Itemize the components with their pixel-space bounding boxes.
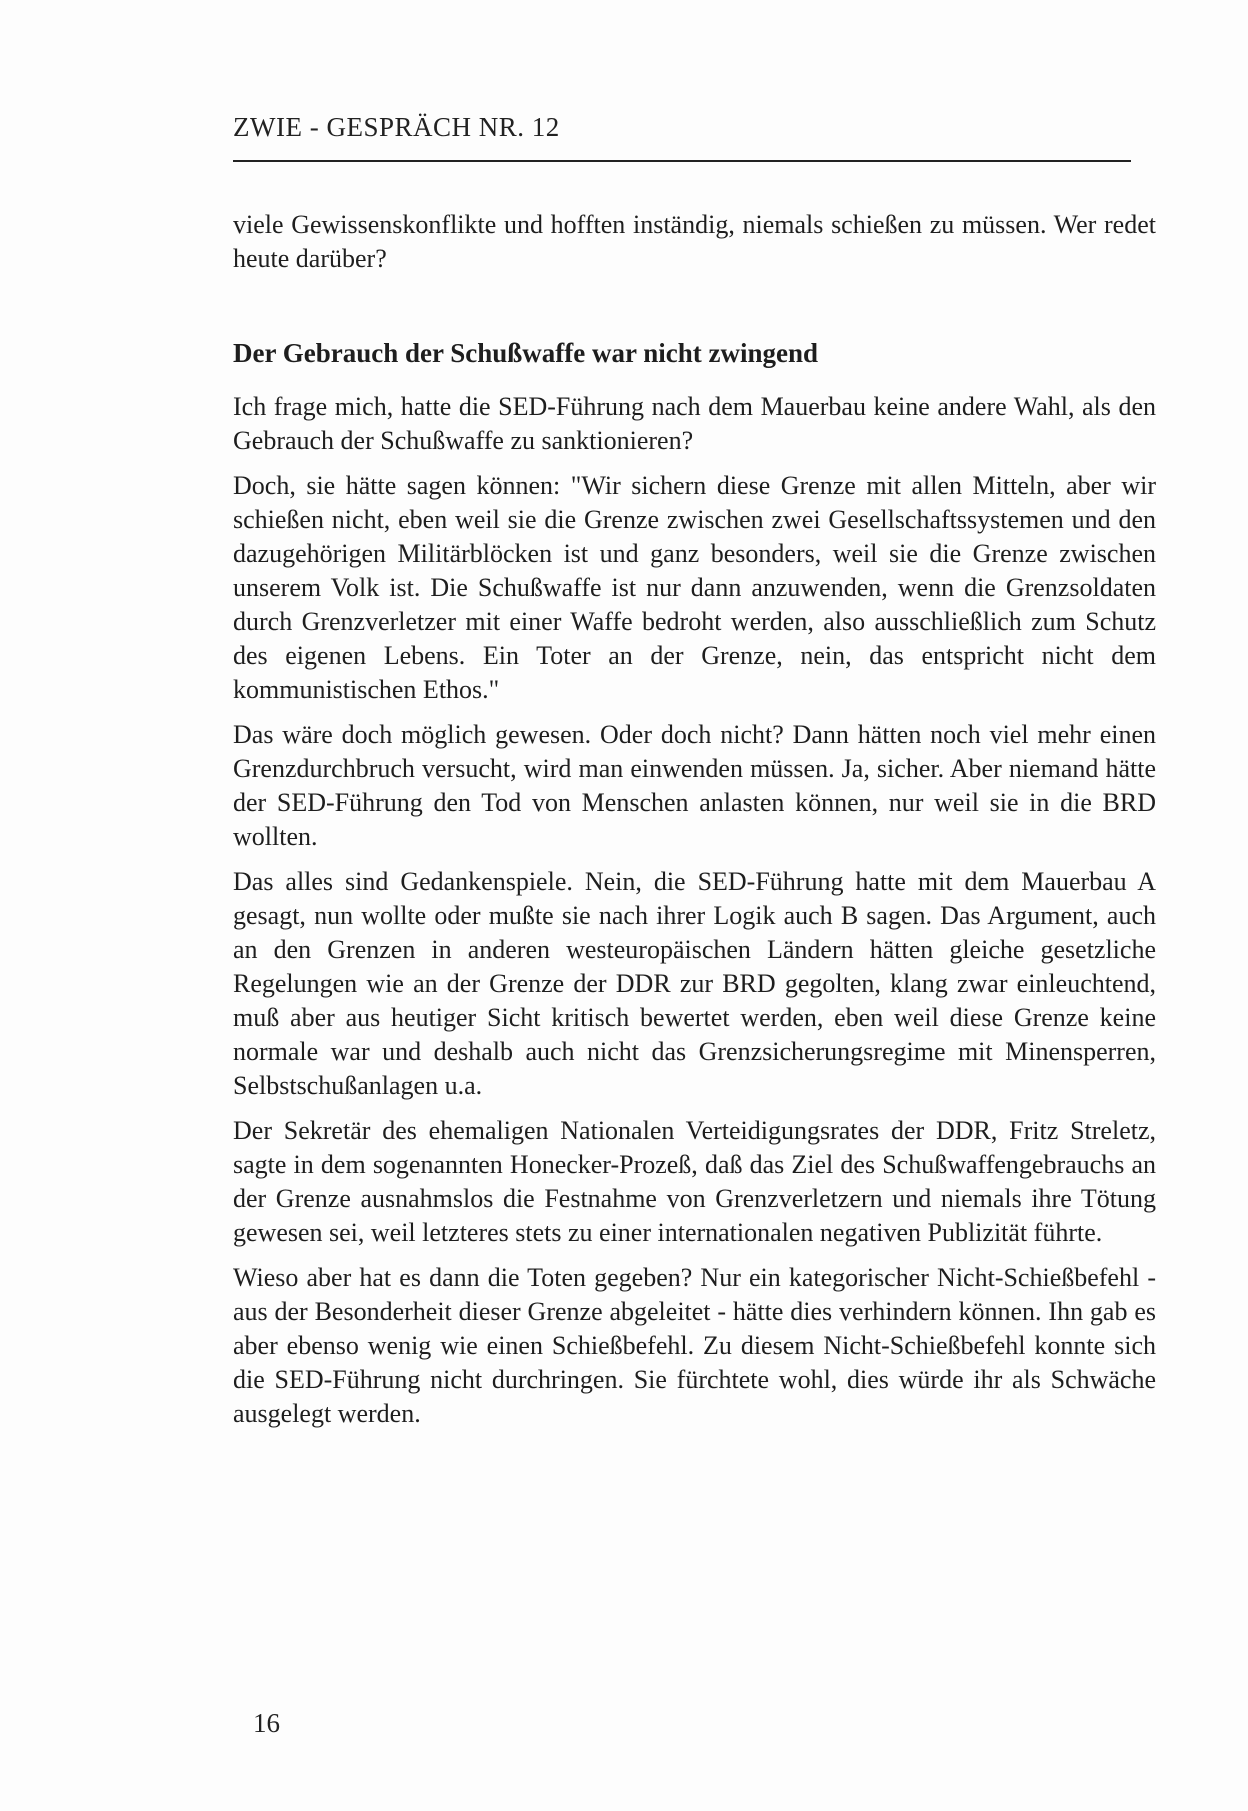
paragraph: Wieso aber hat es dann die Toten gegeben? Nur ein kategorischer Nicht-Schießbefehl - aus der Besonderheit dieser Grenze abgeleitet - hätte dies verhindern können. Ihn gab es aber ebenso wenig wie einen Schießbefehl. Zu diesem Nicht-Schießbefehl konnte sich die SED-Führung nicht durchringen. Sie fürchtete wohl, dies würde ihr als Schwäche ausgelegt werden. bbox=[233, 1263, 1156, 1428]
paragraph: Doch, sie hätte sagen können: "Wir sichern diese Grenze mit allen Mitteln, aber wir schießen nicht, eben weil sie die Grenze zwischen zwei Gesellschaftssystemen und den dazugehörigen Militärblöcken ist und ganz besonders, weil sie die Grenze zwischen unserem Volk ist. Die Schußwaffe ist nur dann anzuwenden, wenn die Grenzsoldaten durch Grenzverletzer mit einer Waffe bedroht werden, also ausschließlich zum Schutz des eigenen Lebens. Ein Toter an der Grenze, nein, das entspricht nicht dem kommunistischen Ethos." bbox=[233, 471, 1156, 704]
section-heading: Der Gebrauch der Schußwaffe war nicht zwingend bbox=[233, 338, 819, 368]
page-number: 16 bbox=[253, 1708, 280, 1738]
opening-paragraph: viele Gewissenskonflikte und hofften inständig, niemals schießen zu müssen. Wer redet heute darüber? bbox=[233, 210, 1156, 273]
paragraph: Der Sekretär des ehemaligen Nationalen Verteidigungsrates der DDR, Fritz Streletz, sagte in dem sogenannten Honecker-Prozeß, daß das Ziel des Schußwaffengebrauchs an der Grenze ausnahmslos die Festnahme von Grenzverletzern und niemals ihre Tötung gewesen sei, weil letzteres stets zu einer internationalen negativen Publizität führte. bbox=[233, 1116, 1156, 1247]
running-header: ZWIE - GESPRÄCH NR. 12 bbox=[233, 112, 560, 142]
paragraph: Das alles sind Gedankenspiele. Nein, die SED-Führung hatte mit dem Mauerbau A gesagt, nun wollte oder mußte sie nach ihrer Logik auch B sagen. Das Argument, auch an den Grenzen in anderen westeuropäischen Ländern hätten gleiche gesetzliche Regelungen wie an der Grenze der DDR zur BRD gegolten, klang zwar einleuchtend, muß aber aus heutiger Sicht kritisch bewertet werden, eben weil diese Grenze keine normale war und deshalb auch nicht das Grenzsicherungsregime mit Minensperren, Selbstschußanlagen u.a. bbox=[233, 867, 1156, 1100]
paragraph: Das wäre doch möglich gewesen. Oder doch nicht? Dann hätten noch viel mehr einen Grenzdurchbruch versucht, wird man einwenden müssen. Ja, sicher. Aber niemand hätte der SED-Führung den Tod von Menschen anlasten können, nur weil sie in die BRD wollten. bbox=[233, 720, 1156, 851]
body-text bbox=[233, 208, 1156, 1442]
paragraph: Ich frage mich, hatte die SED-Führung nach dem Mauerbau keine andere Wahl, als den Gebrauch der Schußwaffe zu sanktionieren? bbox=[233, 392, 1156, 455]
header-rule bbox=[233, 160, 1131, 162]
